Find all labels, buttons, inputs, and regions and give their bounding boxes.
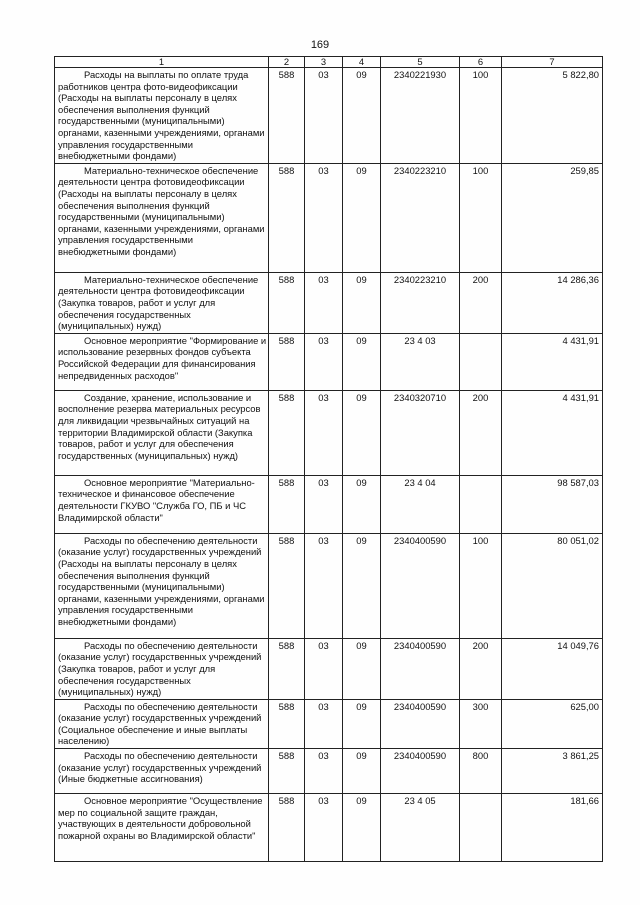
row-description — [55, 699, 269, 748]
target-article-code: 2340223210 — [381, 163, 460, 272]
target-article-code: 2340320710 — [381, 390, 460, 475]
section-code: 03 — [305, 794, 343, 862]
row-description-text: Основное мероприятие "Материально-техническое и финансовое обеспечение деятельности ГКУВО "Служба ГО, ПБ и ЧС Владимирской области" — [58, 476, 255, 523]
expense-type-code: 100 — [460, 163, 502, 272]
column-header: 3 — [305, 57, 343, 68]
row-description-text: Основное мероприятие "Осуществление мер по социальной защите граждан, участвующих в деятельности добровольной пожарной охраны во Владимирской области" — [58, 795, 263, 841]
expense-type-code: 200 — [460, 390, 502, 475]
row-description-text: Расходы на выплаты по оплате труда работников центра фото-видеофиксации (Расходы на выплаты персоналу в целях обеспечения выполнения функций государственными (муниципальными) органами, казенными учреждениями, органами управления государственными внебюджетными фондами) — [58, 69, 265, 162]
row-description-text: Расходы по обеспечению деятельности (оказание услуг) государственных учреждений (Иные бюджетные ассигнования) — [58, 750, 262, 785]
subsection-code: 09 — [343, 68, 381, 164]
column-header: 5 — [381, 57, 460, 68]
target-article-code: 23 4 03 — [381, 333, 460, 390]
column-header: 1 — [55, 57, 269, 68]
header-row — [55, 57, 603, 68]
column-header: 2 — [269, 57, 305, 68]
ministry-code: 588 — [269, 794, 305, 862]
subsection-code: 09 — [343, 272, 381, 333]
amount: 14 049,76 — [502, 638, 603, 699]
expense-type-code: 100 — [460, 533, 502, 638]
ministry-code: 588 — [269, 638, 305, 699]
ministry-code: 588 — [269, 333, 305, 390]
column-header: 7 — [502, 57, 603, 68]
section-code: 03 — [305, 163, 343, 272]
amount: 625,00 — [502, 699, 603, 748]
subsection-code: 09 — [343, 475, 381, 533]
section-code: 03 — [305, 749, 343, 794]
row-description — [55, 333, 269, 390]
expense-type-code — [460, 794, 502, 862]
section-code: 03 — [305, 699, 343, 748]
expense-type-code: 200 — [460, 638, 502, 699]
target-article-code: 2340400590 — [381, 533, 460, 638]
row-description — [55, 272, 269, 333]
ministry-code: 588 — [269, 68, 305, 164]
row-description-text: Материально-техническое обеспечение деятельности центра фотовидеофиксации (Закупка товаров, работ и услуг для обеспечения государственных (муниципальных) нужд) — [58, 273, 259, 332]
subsection-code: 09 — [343, 163, 381, 272]
target-article-code: 2340400590 — [381, 699, 460, 748]
section-code: 03 — [305, 333, 343, 390]
expense-type-code: 200 — [460, 272, 502, 333]
target-article-code: 2340221930 — [381, 68, 460, 164]
subsection-code: 09 — [343, 533, 381, 638]
row-description — [55, 749, 269, 794]
amount: 259,85 — [502, 163, 603, 272]
subsection-code: 09 — [343, 390, 381, 475]
expense-type-code — [460, 475, 502, 533]
table-row — [55, 533, 603, 638]
expense-type-code: 800 — [460, 749, 502, 794]
amount: 4 431,91 — [502, 390, 603, 475]
page-number: 169 — [310, 39, 330, 51]
table-row — [55, 794, 603, 862]
column-header: 4 — [343, 57, 381, 68]
section-code: 03 — [305, 533, 343, 638]
table-row — [55, 749, 603, 794]
subsection-code: 09 — [343, 638, 381, 699]
target-article-code: 23 4 04 — [381, 475, 460, 533]
amount: 80 051,02 — [502, 533, 603, 638]
row-description-text: Материально-техническое обеспечение деятельности центра фотовидеофиксации (Расходы на выплаты персоналу в целях обеспечения выполнения функций государственными (муниципальными) органами, казенными учреждениями, органами управления государственными внебюджетными фондами) — [58, 164, 265, 257]
row-description — [55, 638, 269, 699]
row-description-text: Расходы по обеспечению деятельности (оказание услуг) государственных учреждений (Социальное обеспечение и иные выплаты населению) — [58, 700, 262, 747]
table-row — [55, 638, 603, 699]
row-description — [55, 533, 269, 638]
row-description-text: Расходы по обеспечению деятельности (оказание услуг) государственных учреждений (Расходы на выплаты персоналу в целях обеспечения выполнения функций государственными (муниципальными) органами, казенными учреждениями, органами управления государственными внебюджетными фондами) — [58, 534, 265, 627]
ministry-code: 588 — [269, 163, 305, 272]
amount: 181,66 — [502, 794, 603, 862]
ministry-code: 588 — [269, 699, 305, 748]
budget-table — [54, 56, 603, 862]
expense-type-code — [460, 333, 502, 390]
section-code: 03 — [305, 272, 343, 333]
target-article-code: 2340400590 — [381, 638, 460, 699]
ministry-code: 588 — [269, 390, 305, 475]
table-row — [55, 475, 603, 533]
subsection-code: 09 — [343, 794, 381, 862]
amount: 5 822,80 — [502, 68, 603, 164]
amount: 98 587,03 — [502, 475, 603, 533]
subsection-code: 09 — [343, 749, 381, 794]
row-description-text: Основное мероприятие "Формирование и использование резервных фондов субъекта Российской Федерации для финансирования непредвиденных расходов" — [58, 334, 267, 381]
column-header: 6 — [460, 57, 502, 68]
row-description — [55, 390, 269, 475]
subsection-code: 09 — [343, 699, 381, 748]
row-description-text: Создание, хранение, использование и восполнение резерва материальных ресурсов для ликвидации чрезвычайных ситуаций на территории Владимирской области (Закупка товаров, работ и услуг для обеспечения государственных (муниципальных) нужд) — [58, 391, 261, 461]
expense-type-code: 100 — [460, 68, 502, 164]
amount: 14 286,36 — [502, 272, 603, 333]
ministry-code: 588 — [269, 533, 305, 638]
ministry-code: 588 — [269, 475, 305, 533]
section-code: 03 — [305, 475, 343, 533]
table-row — [55, 68, 603, 164]
table-row — [55, 163, 603, 272]
row-description-text: Расходы по обеспечению деятельности (оказание услуг) государственных учреждений (Закупка товаров, работ и услуг для обеспечения государственных (муниципальных) нужд) — [58, 639, 262, 698]
section-code: 03 — [305, 638, 343, 699]
section-code: 03 — [305, 68, 343, 164]
table-row — [55, 390, 603, 475]
row-description — [55, 794, 269, 862]
target-article-code: 2340400590 — [381, 749, 460, 794]
ministry-code: 588 — [269, 749, 305, 794]
row-description — [55, 68, 269, 164]
row-description — [55, 163, 269, 272]
target-article-code: 23 4 05 — [381, 794, 460, 862]
row-description — [55, 475, 269, 533]
amount: 3 861,25 — [502, 749, 603, 794]
subsection-code: 09 — [343, 333, 381, 390]
expense-type-code: 300 — [460, 699, 502, 748]
ministry-code: 588 — [269, 272, 305, 333]
table-row — [55, 272, 603, 333]
table-row — [55, 333, 603, 390]
amount: 4 431,91 — [502, 333, 603, 390]
target-article-code: 2340223210 — [381, 272, 460, 333]
table-row — [55, 699, 603, 748]
section-code: 03 — [305, 390, 343, 475]
